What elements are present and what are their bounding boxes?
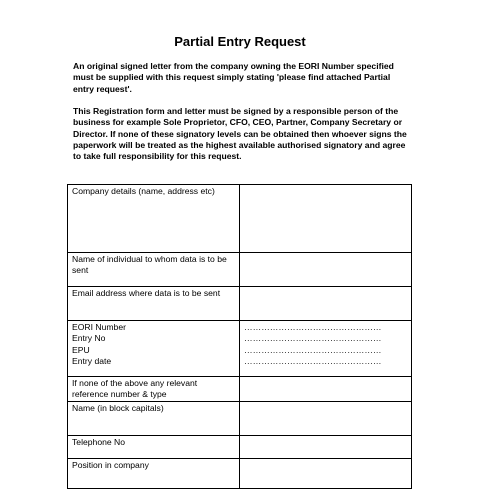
table-row: [68, 185, 412, 253]
telephone-field[interactable]: [240, 435, 412, 458]
table-row: [68, 401, 412, 435]
table-row: [68, 287, 412, 321]
table-row: [68, 435, 412, 458]
position-label: Position in company: [68, 458, 240, 488]
reference-number-field[interactable]: [240, 377, 412, 402]
eori-entry-fields[interactable]: ………………………………………… ………………………………………… ………………………………………… …………………………………………: [240, 321, 412, 377]
table-row: [68, 458, 412, 488]
recipient-name-label: Name of individual to whom data is to be sent: [68, 253, 240, 287]
eori-entry-labels: EORI Number Entry No EPU Entry date: [68, 321, 240, 377]
email-address-field[interactable]: [240, 287, 412, 321]
instructions-paragraph-2: This Registration form and letter must be signed by a responsible person of the business for example Sole Proprietor, CFO, CEO, Partner, Company Secretary or Director. If none of these signatory levels can be obtained then whoever signs the paperwork will be treated as the highest available authorised signatory and agree to take full responsibility for this request.: [73, 106, 407, 162]
company-details-label: Company details (name, address etc): [68, 185, 240, 253]
page-title: Partial Entry Request: [174, 34, 306, 49]
request-form-table: [67, 184, 412, 489]
table-row: [68, 377, 412, 402]
recipient-name-field[interactable]: [240, 253, 412, 287]
position-field[interactable]: [240, 458, 412, 488]
email-address-label: Email address where data is to be sent: [68, 287, 240, 321]
table-row: [68, 321, 412, 377]
reference-number-label: If none of the above any relevant reference number & type: [68, 377, 240, 402]
block-name-label: Name (in block capitals): [68, 401, 240, 435]
table-row: [68, 253, 412, 287]
block-name-field[interactable]: [240, 401, 412, 435]
company-details-field[interactable]: [240, 185, 412, 253]
instructions-paragraph-1: An original signed letter from the company owning the EORI Number specified must be supplied with this request simply stating 'please find attached Partial entry request'.: [73, 61, 394, 94]
telephone-label: Telephone No: [68, 435, 240, 458]
